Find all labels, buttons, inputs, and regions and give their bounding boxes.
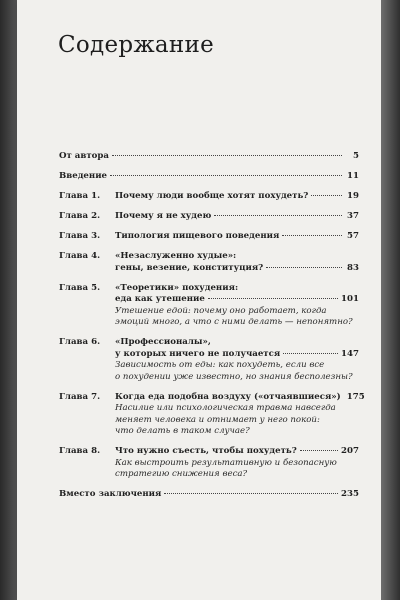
chapter-description: стратегию снижения веса? — [115, 469, 248, 479]
toc-entry-intro — [59, 171, 359, 183]
toc-entry-chapter-7 — [59, 391, 365, 438]
dot-leader — [300, 450, 338, 451]
chapter-number: Глава 3. — [59, 231, 101, 241]
dot-leader — [214, 215, 342, 216]
chapter-description: что делать в таком случае? — [115, 426, 250, 436]
chapter-description: Насилие или психологическая травма навсегда — [115, 403, 336, 413]
chapter-number: Глава 6. — [59, 337, 101, 347]
dot-leader — [266, 267, 342, 268]
chapter-number: Глава 1. — [59, 191, 101, 201]
page-title: Содержание — [58, 32, 215, 58]
chapter-number: Глава 8. — [59, 446, 101, 456]
chapter-title: Почему люди вообще хотят похудеть? — [115, 191, 309, 201]
chapter-title: Почему я не худею — [115, 211, 212, 221]
chapter-title-line: еда как утешение — [115, 294, 205, 304]
toc-entry-chapter-4 — [59, 251, 359, 274]
chapter-number: Глава 4. — [59, 251, 101, 261]
chapter-title: Типология пищевого поведения — [115, 231, 280, 241]
toc-page-number: 147 — [341, 348, 359, 359]
toc-page-number: 57 — [347, 231, 359, 241]
toc-page-number: 19 — [347, 191, 359, 201]
toc-page-number: 5 — [353, 151, 359, 161]
toc-entry-chapter-2 — [59, 211, 359, 223]
toc-entry-label: Введение — [59, 171, 108, 181]
book-page — [17, 0, 381, 600]
toc-entry-chapter-6 — [59, 337, 359, 383]
dot-leader — [283, 353, 338, 354]
chapter-description: эмоций много, а что с ними делать — непонятно? — [115, 317, 353, 327]
table-of-contents — [59, 151, 365, 509]
dot-leader — [311, 195, 342, 196]
chapter-title-line: «Незаслуженно худые»: — [115, 251, 237, 261]
chapter-number: Глава 5. — [59, 282, 101, 293]
chapter-title-line: «Профессионалы», — [115, 337, 211, 347]
chapter-title-line: у которых ничего не получается — [115, 348, 281, 359]
book-right-edge — [381, 0, 400, 600]
chapter-title-line: гены, везение, конституция? — [115, 262, 264, 273]
book-left-edge — [0, 0, 17, 600]
chapter-number: Глава 7. — [59, 391, 101, 402]
toc-entry-foreword — [59, 151, 359, 163]
dot-leader — [208, 298, 338, 299]
toc-entry-chapter-8 — [59, 446, 359, 481]
toc-page-number: 83 — [347, 262, 359, 273]
toc-entry-label: От автора — [59, 151, 109, 161]
toc-entry-label: Вместо заключения — [59, 489, 162, 499]
toc-entry-chapter-3 — [59, 231, 359, 243]
dot-leader — [282, 235, 342, 236]
chapter-description: Утешение едой: почему оно работает, когда — [115, 305, 327, 316]
dot-leader — [110, 175, 342, 176]
chapter-title: Что нужно съесть, чтобы похудеть? — [115, 446, 297, 456]
chapter-description: Зависимость от еды: как похудеть, если все — [115, 360, 325, 370]
dot-leader — [112, 155, 342, 156]
toc-entry-conclusion — [59, 489, 359, 501]
chapter-title: Когда еда подобна воздуху («отчаявшиеся») — [115, 391, 341, 402]
toc-entry-chapter-5 — [59, 283, 359, 329]
chapter-description: Как выстроить результативную и безопасную — [115, 457, 337, 468]
toc-page-number: 11 — [347, 171, 359, 181]
toc-page-number: 175 — [346, 391, 365, 402]
toc-entry-chapter-1 — [59, 191, 359, 203]
toc-page-number: 235 — [341, 489, 359, 499]
chapter-number: Глава 2. — [59, 211, 101, 221]
dot-leader — [164, 493, 338, 494]
toc-page-number: 101 — [341, 294, 359, 304]
chapter-title-line: «Теоретики» похудения: — [115, 282, 239, 293]
chapter-description: меняет человека и отнимает у него покой: — [115, 414, 320, 425]
toc-page-number: 37 — [347, 211, 359, 221]
chapter-description: о похудении уже известно, но знания бесполезны? — [115, 371, 353, 382]
toc-page-number: 207 — [341, 446, 359, 456]
